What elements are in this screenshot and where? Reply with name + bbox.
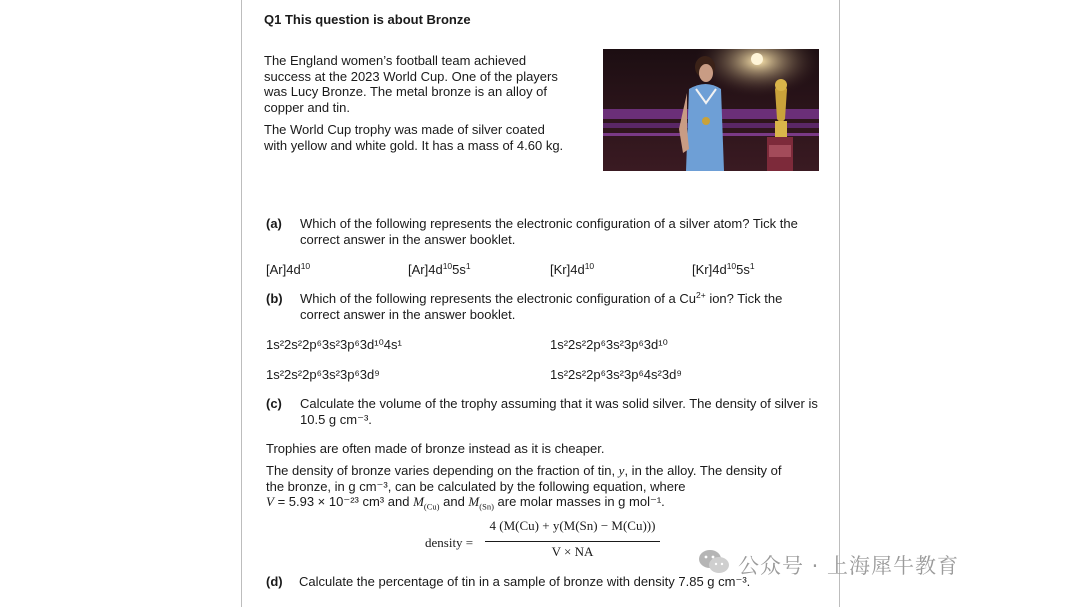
density-description <box>266 463 826 510</box>
part-a-option-1[interactable]: $[Ar]4d^{10}$ <box>266 261 311 277</box>
part-b-option-3[interactable]: 1s²2s²2p⁶3s²3p⁶3d⁹ <box>266 367 380 382</box>
part-d-label: (d) <box>266 574 283 589</box>
part-b-option-2[interactable]: 1s²2s²2p⁶3s²3p⁶3d¹⁰ <box>550 337 668 352</box>
formula-lhs: density = <box>425 535 474 550</box>
formula-numerator: 4 (M(Cu) + y(M(Sn) − M(Cu))) <box>489 518 656 533</box>
part-b-question: Which of the following represents the electronic configuration of a $Cu^{2+}$ ion? Tick the correct answer in the answer booklet. <box>300 290 783 322</box>
part-d-question: Calculate the percentage of tin in a sample of bronze with density 7.85 g cm⁻³. <box>299 574 751 589</box>
document-page <box>241 0 840 607</box>
world-cup-photo <box>603 49 819 171</box>
part-a-option-4[interactable]: $[Kr]4d^{10}5s^1$ <box>692 261 755 277</box>
player-with-trophy-image <box>603 49 819 171</box>
part-b-option-4[interactable]: 1s²2s²2p⁶3s²3p⁶4s²3d⁹ <box>550 367 682 382</box>
bronze-note: Trophies are often made of bronze instead as it is cheaper. <box>266 441 605 456</box>
watermark-text: 公众号 · 上海犀牛教育 <box>738 554 960 578</box>
part-c-question: Calculate the volume of the trophy assuming that it was solid silver. The density of silver is 10.5 g cm⁻³. <box>300 396 818 427</box>
part-a-option-2[interactable]: $[Ar]4d^{10}5s^1$ <box>408 261 471 277</box>
fraction-bar <box>485 541 660 542</box>
intro-paragraph-2: The World Cup trophy was made of silver coated with yellow and white gold. It has a mass of 4.60 kg. <box>264 122 564 153</box>
wechat-icon <box>698 548 730 576</box>
part-b-label: (b) <box>266 291 283 306</box>
question-title: Q1 This question is about Bronze <box>264 12 471 27</box>
part-b-option-1[interactable]: 1s²2s²2p⁶3s²3p⁶3d¹⁰4s¹ <box>266 337 402 352</box>
density-line-1: The density of bronze varies depending on the fraction of tin, y, in the alloy. The density of <box>266 463 782 478</box>
part-a-label: (a) <box>266 216 282 231</box>
density-line-3: V = 5.93 × 10⁻²³ cm³ and $M_{(Cu)}$ and $M_{(Sn)}$ are molar masses in g mol⁻¹. <box>266 494 665 512</box>
part-a-question: Which of the following represents the electronic configuration of a silver atom? Tick the correct answer in the answer booklet. <box>300 216 798 247</box>
formula-denominator: V × NA <box>551 544 594 559</box>
intro-paragraph-1: The England women’s football team achieved success at the 2023 World Cup. One of the players was Lucy Bronze. The metal bronze is an alloy of copper and tin. <box>264 53 558 115</box>
part-a-option-3[interactable]: $[Kr]4d^{10}$ <box>550 261 595 277</box>
part-c-label: (c) <box>266 396 282 411</box>
density-line-2: the bronze, in g cm⁻³, can be calculated by the following equation, where <box>266 478 686 494</box>
